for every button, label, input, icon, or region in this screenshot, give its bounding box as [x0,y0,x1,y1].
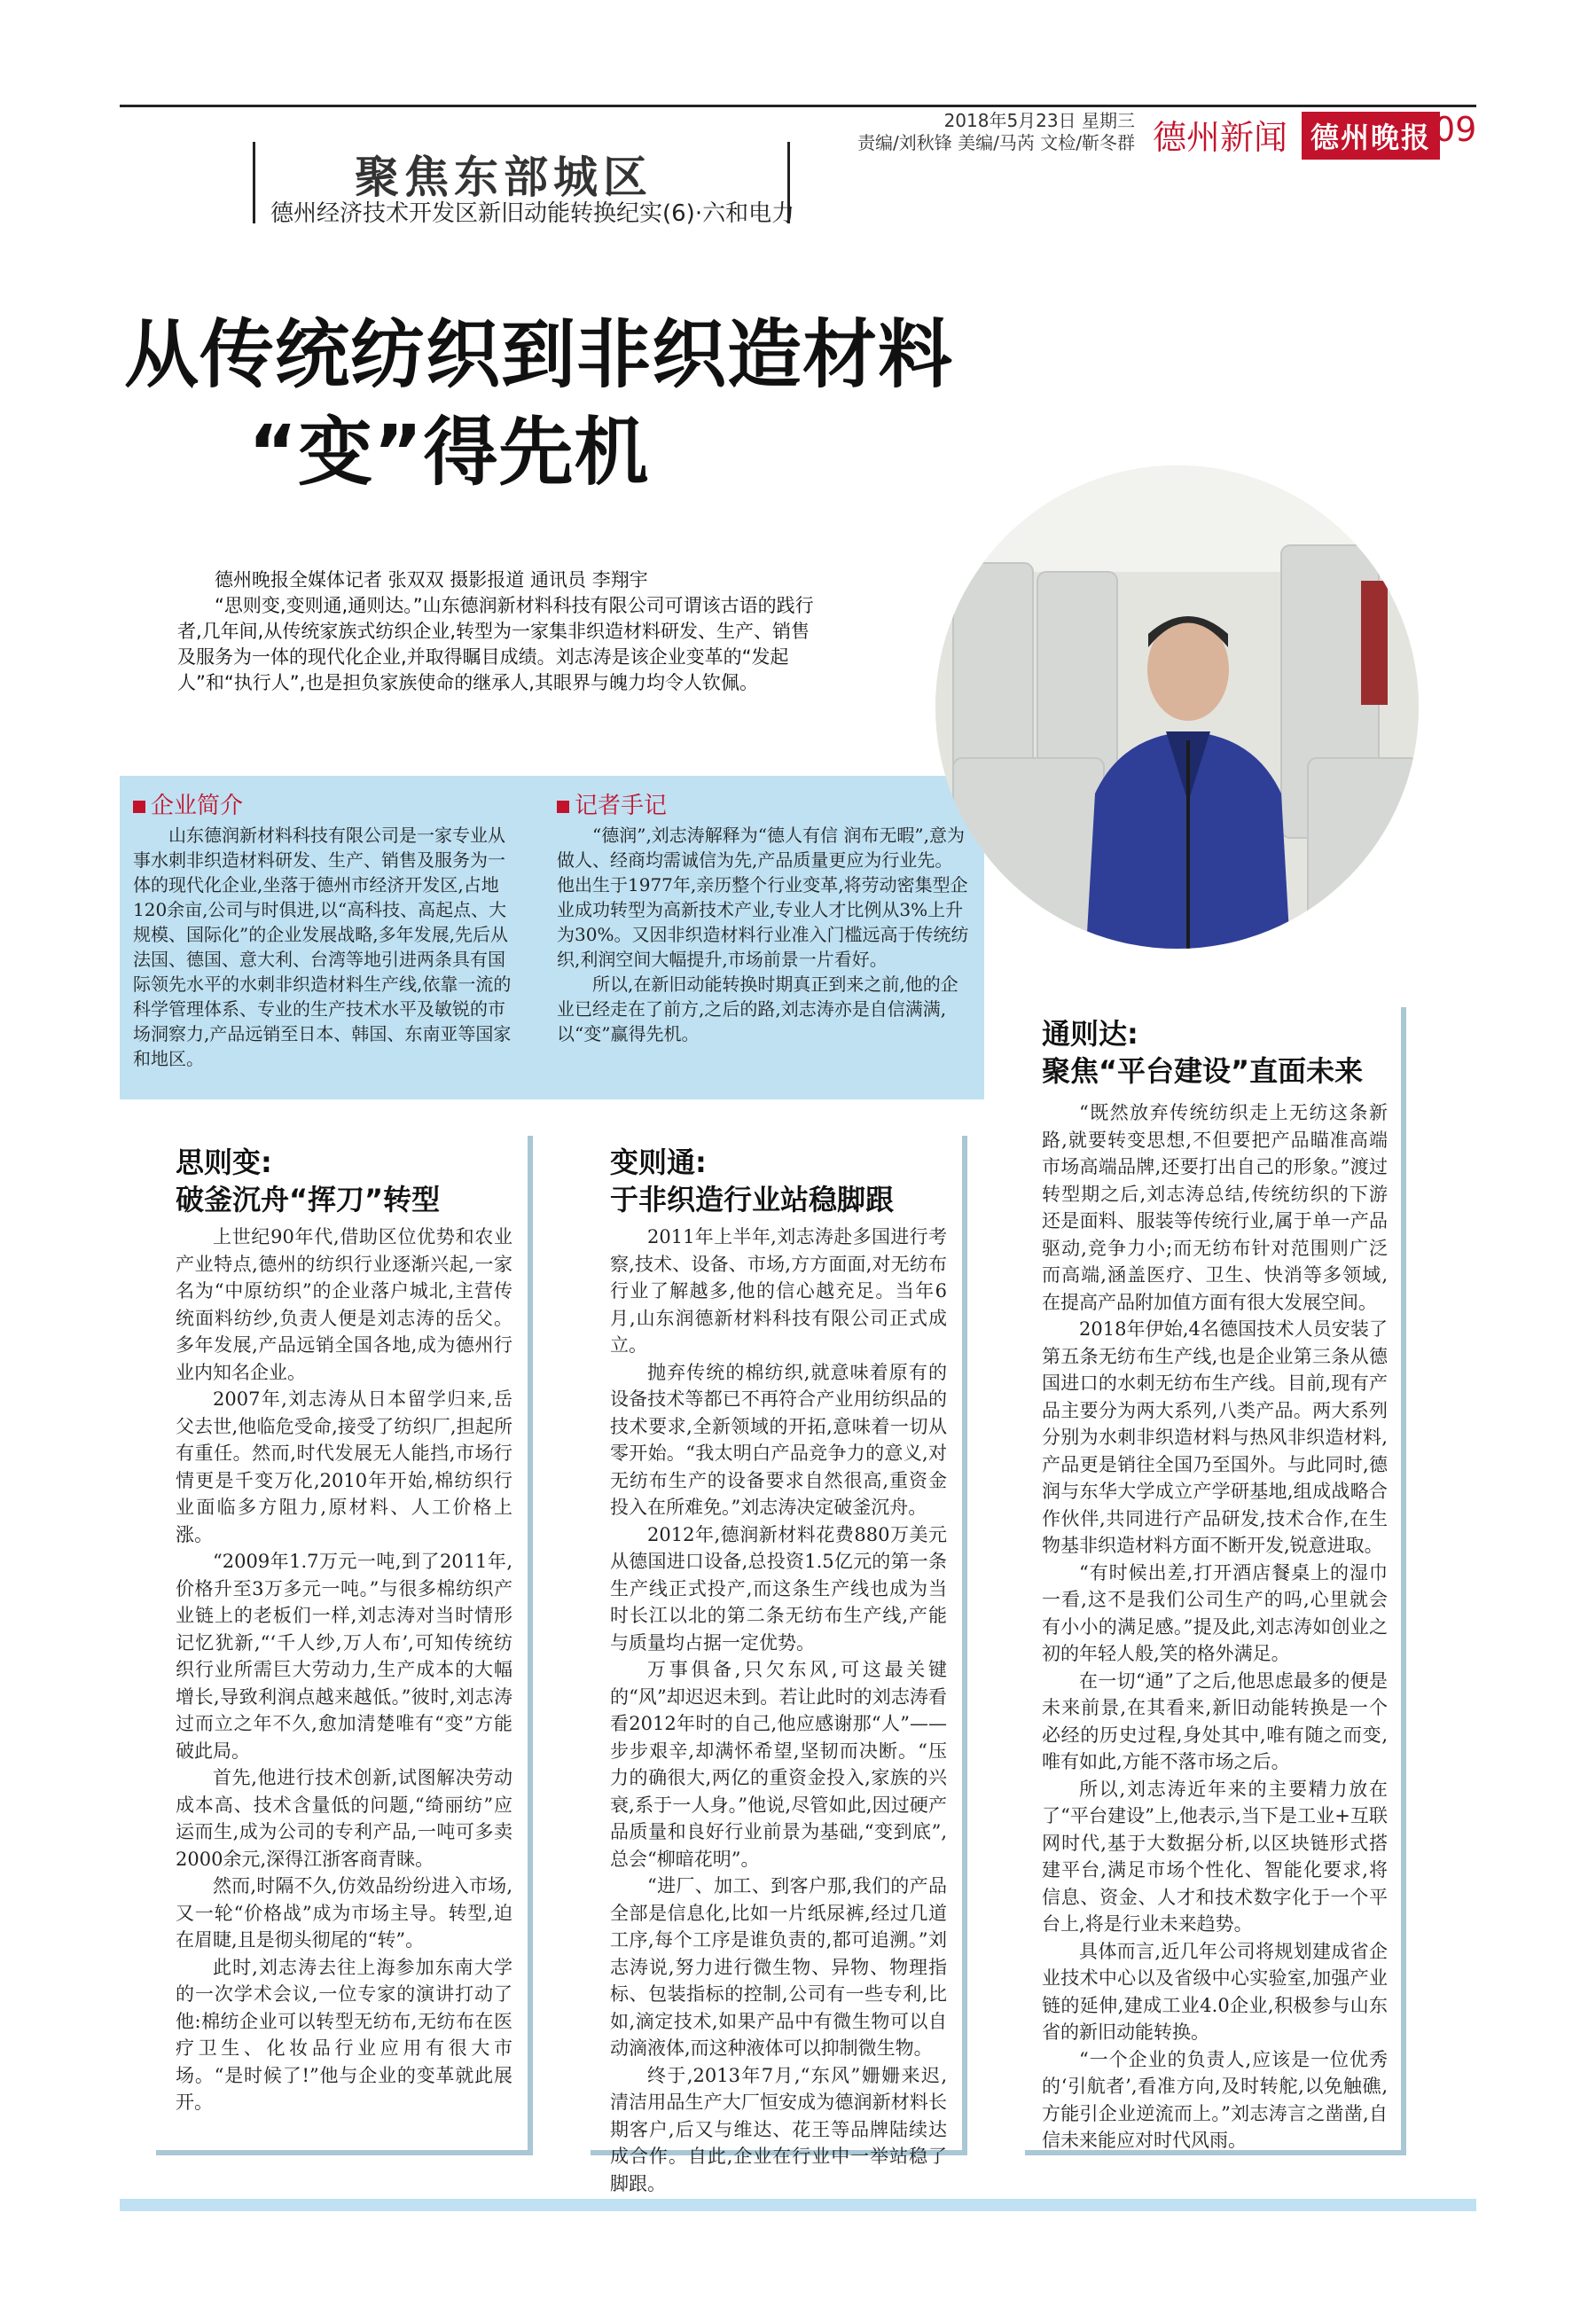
paragraph: 2007年,刘志涛从日本留学归来,岳父去世,他临危受命,接受了纺织厂,担起所有重任。然而,时代发展无人能挡,市场行情更是千变万化,2010年开始,棉纺织行业面临多方阻力,原材料、人工价格上涨。 [176,1388,512,1545]
company-box-heading-text: 企业简介 [151,793,244,819]
paragraph: 然而,时隔不久,仿效品纷纷进入市场,又一轮“价格战”成为市场主导。转型,迫在眉睫,且是彻头彻尾的“转”。 [176,1875,512,1951]
paragraph: “进厂、加工、到客户那,我们的产品全部是信息化,比如一片纸尿裤,经过几道工序,每个工序是谁负责的,都可追溯。”刘志涛说,努力进行微生物、异物、物理指标、包装指标的控制,公司有一些专利,比如,滴定技术,如果产品中有微生物可以自动滴液体,而这种液体可以抑制微生物。 [610,1875,947,2059]
company-box-text: 山东德润新材料科技有限公司是一家专业从事水刺非织造材料研发、生产、销售及服务为一体的现代化企业,坐落于德州市经济开发区,占地120余亩,公司与时俱进,以“高科技、高起点、大规模、国际化”的企业发展战略,多年发展,先后从法国、德国、意大利、台湾等地引进两条具有国际领先水平的水刺非织造材料生产线,依靠一流的科学管理体系、专业的生产技术水平及敏锐的市场洞察力,产品远销至日本、韩国、东南亚等国家和地区。 [133,825,512,1069]
byline: 德州晚报全媒体记者 张双双 摄影报道 通讯员 李翔宇 [215,569,648,590]
column-3-heading-line-1: 通则达: [1042,1017,1138,1051]
column-2-heading-line-1: 变则通: [610,1146,707,1179]
column-1-heading [176,1144,512,1218]
paragraph: 终于,2013年7月,“东风”姗姗来迟,清洁用品生产大厂恒安成为德润新材料长期客户,后又与维达、花王等品牌陆续达成合作。自此,企业在行业中一举站稳了脚跟。 [610,2064,947,2194]
paragraph: “一个企业的负责人,应该是一位优秀的‘引航者’,看准方向,及时转舵,以免触礁,方能引企业逆流而上。”刘志涛言之凿凿,自信未来能应对时代风雨。 [1042,2048,1388,2151]
section-name: 德州新闻 [1153,118,1288,157]
column-1-heading-line-2: 破釜沉舟“挥刀”转型 [176,1183,441,1216]
notes-paragraph: 所以,在新旧动能转换时期真正到来之前,他的企业已经走在了前方,之后的路,刘志涛亦是自信满满,以“变”赢得先机。 [557,974,958,1044]
portrait-illustration [935,465,1419,949]
paragraph: 上世纪90年代,借助区位优势和农业产业特点,德州的纺织行业逐渐兴起,一家名为“中原纺织”的企业落户城北,主营传统面料纺纱,负责人便是刘志涛的岳父。多年发展,产品远销全国各地,成为德州行业内知名企业。 [176,1226,512,1383]
column-2-heading [610,1144,947,1218]
bottom-band [120,2199,1476,2211]
page-info [798,110,1135,154]
portrait-photo [935,465,1419,949]
notes-box-heading [557,787,667,820]
paragraph: 抛弃传统的棉纺织,就意味着原有的设备技术等都已不再符合产业用纺织品的技术要求,全新领域的开拓,意味着一切从零开始。“我太明白产品竞争力的意义,对无纺布生产的设备要求自然很高,重资金投入在所难免。”刘志涛决定破釜沉舟。 [610,1361,947,1518]
column-1-body [176,1224,512,2116]
paragraph: 首先,他进行技术创新,试图解决劳动成本高、技术含量低的问题,“绮丽纺”应运而生,成为公司的专利产品,一吨可多卖2000余元,深得江浙客商青睐。 [176,1767,512,1870]
headline-line-1: 从传统纺织到非织造材料 [124,311,954,398]
paragraph: 具体而言,近几年公司将规划建成省企业技术中心以及省级中心实验室,加强产业链的延伸,建成工业4.0企业,积极参与山东省的新旧动能转换。 [1042,1940,1388,2043]
kicker-title: 聚焦东部城区 [355,151,653,203]
company-box-heading [133,787,243,820]
kicker-subtitle: 德州经济技术开发区新旧动能转换纪实(6)·六和电力 [270,200,795,227]
paragraph: 在一切“通”了之后,他思虑最多的便是未来前景,在其看来,新旧动能转换是一个必经的历史过程,身处其中,唯有随之而变,唯有如此,方能不落市场之后。 [1042,1670,1388,1772]
notes-paragraph: “德润”,刘志涛解释为“德人有信 润布无暇”,意为做人、经商均需诚信为先,产品质量更应为行业先。他出生于1977年,亲历整个行业变革,将劳动密集型企业成功转型为高新技术产业,专业人才比例从3%上升为30%。又因非织造材料行业准入门槛远高于传统纺织,利润空间大幅提升,市场前景一片看好。 [557,825,969,970]
notes-box-heading-text: 记者手记 [575,793,668,819]
column-3-body [1042,1099,1388,2154]
paragraph: “有时候出差,打开酒店餐桌上的湿巾一看,这不是我们公司生产的吗,心里就会有小小的满足感。”提及此,刘志涛如创业之初的年轻人般,笑的格外满足。 [1042,1561,1388,1664]
paragraph: 2018年伊始,4名德国技术人员安装了第五条无纺布生产线,也是企业第三条从德国进口的水刺无纺布生产线。目前,现有产品主要分为两大系列,八类产品。两大系列分别为水刺非织造材料与热风非织造材料,产品更是销往全国乃至国外。与此同时,德润与东华大学成立产学研基地,组成战略合作伙伴,共同进行产品研发,技术合作,在生物基非织造材料方面不断开发,锐意进取。 [1042,1318,1388,1556]
lead-section [177,567,816,696]
column-2-body [610,1224,947,2197]
notes-box [557,823,969,1046]
heading-square-icon [133,801,145,813]
page-number: 09 [1434,110,1477,149]
editors-line: 责编/刘秋锋 美编/马芮 文检/靳冬群 [857,132,1135,153]
column-1-heading-line-1: 思则变: [176,1146,272,1179]
paragraph: 所以,刘志涛近年来的主要精力放在了“平台建设”上,他表示,当下是工业+互联网时代,基于大数据分析,以区块链形式搭建平台,满足市场个性化、智能化要求,将信息、资金、人才和技术数字化于一个平台上,将是行业未来趋势。 [1042,1778,1388,1935]
column-3-heading [1042,1015,1388,1090]
column-2-heading-line-2: 于非织造行业站稳脚跟 [610,1183,895,1216]
header-rule [120,105,1476,107]
paragraph: 2012年,德润新材料花费880万美元从德国进口设备,总投资1.5亿元的第一条生产线正式投产,而这条生产线也成为当时长江以北的第二条无纺布生产线,产能与质量均占据一定优势。 [610,1523,947,1654]
kicker-divider-left [253,142,255,223]
paper-logo: 德州晚报 [1302,112,1440,160]
paragraph: 此时,刘志涛去往上海参加东南大学的一次学术会议,一位专家的演讲打动了他:棉纺企业可以转型无纺布,无纺布在医疗卫生、化妆品行业应用有很大市场。“是时候了!”他与企业的变革就此展开。 [176,1956,512,2113]
paragraph: “2009年1.7万元一吨,到了2011年,价格升至3万多元一吨。”与很多棉纺织产业链上的老板们一样,刘志涛对当时情形记忆犹新,“‘千人纱,万人布’,可知传统纺织行业所需巨大劳动力,生产成本的大幅增长,导致利润点越来越低。”彼时,刘志涛过而立之年不久,愈加清楚唯有“变”方能破此局。 [176,1551,512,1762]
paragraph: “既然放弃传统纺织走上无纺这条新路,就要转变思想,不但要把产品瞄准高端市场高端品牌,还要打出自己的形象。”渡过转型期之后,刘志涛总结,传统纺织的下游还是面料、服装等传统行业,属于单一产品驱动,竞争力小;而无纺布针对范围则广泛而高端,涵盖医疗、卫生、快消等多领域,在提高产品附加值方面有很大发展空间。 [1042,1102,1388,1313]
company-box [133,823,519,1071]
headline-line-2: “变”得先机 [248,409,650,496]
date-line: 2018年5月23日 星期三 [943,110,1135,131]
heading-square-icon [557,801,569,813]
paragraph: 万事俱备,只欠东风,可这最关键的“风”却迟迟未到。若让此时的刘志涛看看2012年时的自己,他应感谢那“人”——步步艰辛,却满怀希望,坚韧而决断。“压力的确很大,两亿的重资金投入,家族的兴衰,系于一人身。”他说,尽管如此,因过硬产品质量和良好行业前景为基础,“变到底”,总会“柳暗花明”。 [610,1659,947,1870]
lead-paragraph: “思则变,变则通,通则达。”山东德润新材料科技有限公司可谓该古语的践行者,几年间,从传统家族式纺织企业,转型为一家集非织造材料研发、生产、销售及服务为一体的现代化企业,并取得瞩目成绩。刘志涛是该企业变革的“发起人”和“执行人”,也是担负家族使命的继承人,其眼界与魄力均令人钦佩。 [177,595,814,693]
column-3-heading-line-2: 聚焦“平台建设”直面未来 [1042,1054,1364,1088]
paragraph: 2011年上半年,刘志涛赴多国进行考察,技术、设备、市场,方方面面,对无纺布行业了解越多,他的信心越充足。当年6月,山东润德新材料科技有限公司正式成立。 [610,1226,947,1356]
